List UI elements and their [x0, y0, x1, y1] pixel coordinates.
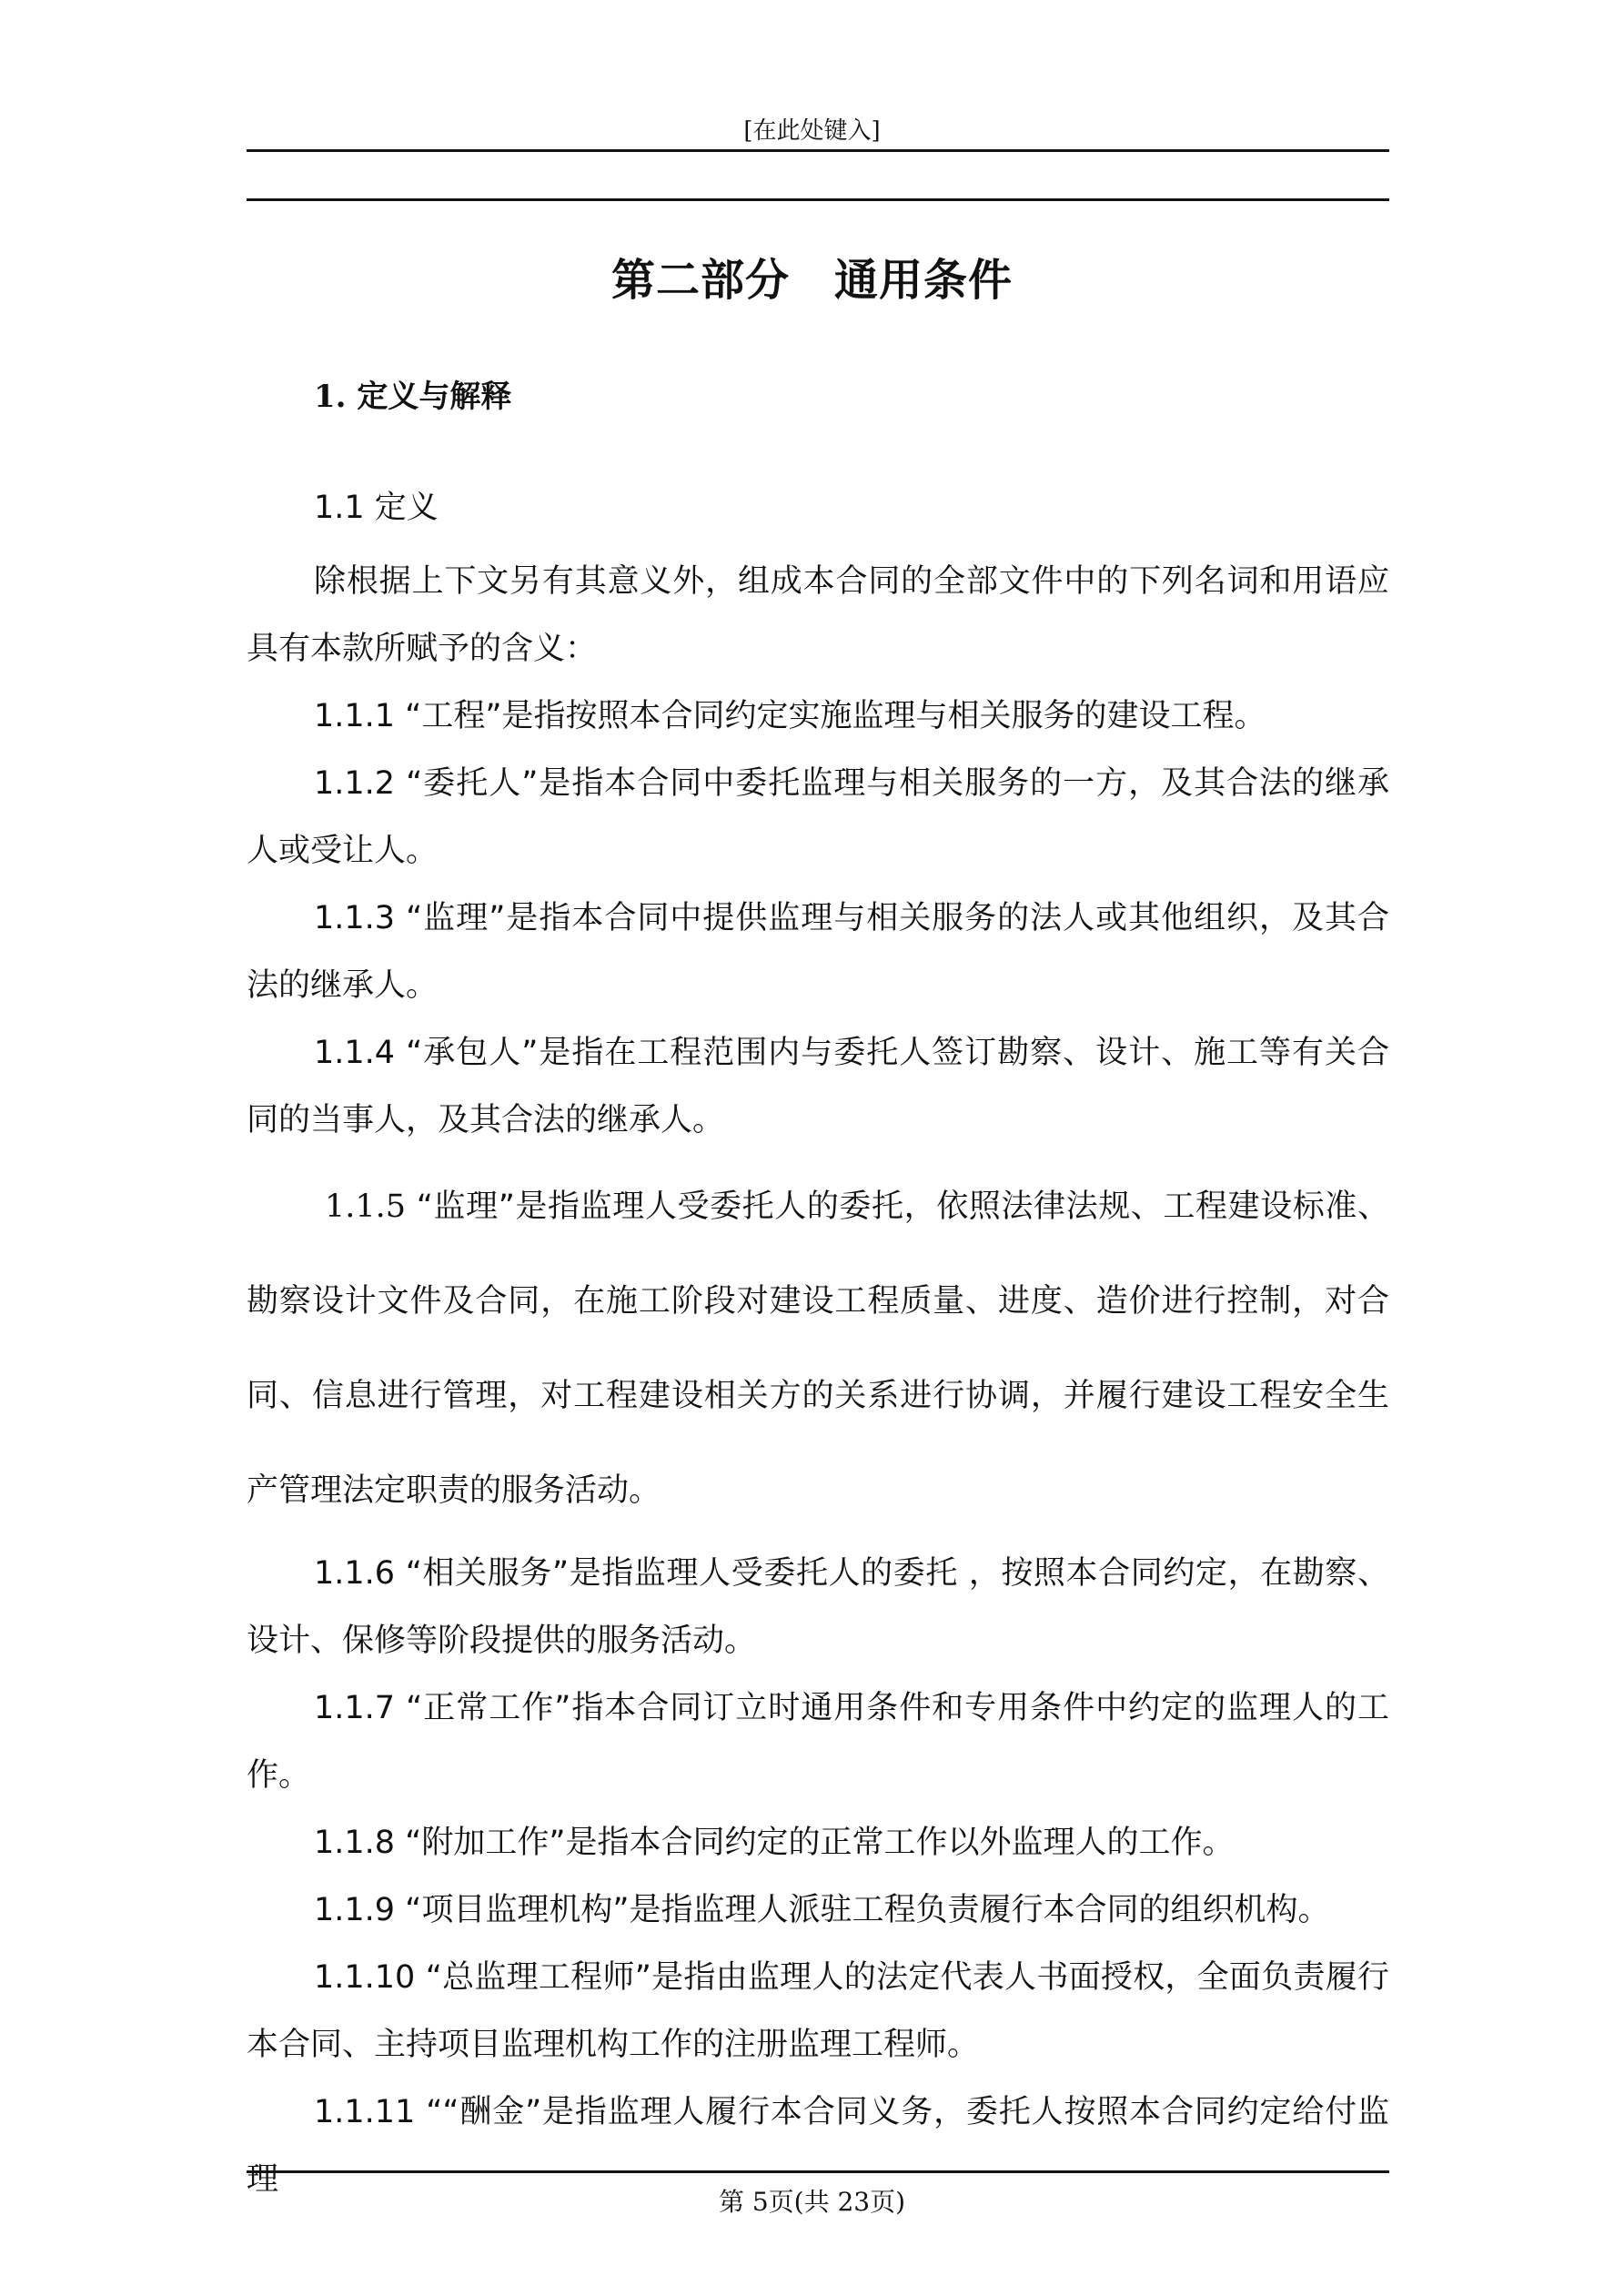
clause-1-1-7: 1.1.7 “正常工作”指本合同订立时通用条件和专用条件中约定的监理人的工作。 — [247, 1690, 1389, 1794]
clause-1-1-4: 1.1.4 “承包人”是指在工程范围内与委托人签订勘察、设计、施工等有关合同的当事人，及其合法的继承人。 — [247, 1035, 1389, 1138]
document-body — [247, 548, 1389, 2213]
clause-1-1-5-text: “监理”是指监理人受委托人的委托，依照法律法规、工程建设标准、勘察设计文件及合同，在施工阶段对建设工程质量、进度、造价进行控制，对合同、信息进行管理，对工程建设相关方的关系进行协调，并履行建设工程安全生产管理法定职责的服务活动。 — [247, 1188, 1389, 1509]
clause-1-1-5 — [247, 1159, 1389, 1538]
section-label: 定义与解释 — [357, 379, 512, 415]
paragraph: 除根据上下文另有其意义外，组成本合同的全部文件中的下列名词和用语应具有本款所赋予的含义： — [247, 563, 1389, 667]
subsection-heading: 1.1 定义 — [314, 490, 439, 526]
clause-1-1-2: 1.1.2 “委托人”是指本合同中委托监理与相关服务的一方，及其合法的继承人或受让人。 — [247, 765, 1389, 869]
section-heading — [314, 377, 511, 417]
page-title: 第二部分 通用条件 — [610, 255, 1013, 306]
clause-1-1-11: 1.1.11 ““酬金”是指监理人履行本合同义务，委托人按照本合同约定给付监理 — [247, 2094, 1389, 2198]
page-footer: 第 5页(共 23页) — [718, 2187, 906, 2217]
header-rule — [247, 149, 1389, 152]
header-rule-secondary — [247, 198, 1389, 201]
clause-1-1-6: 1.1.6 “相关服务”是指监理人受委托人的委托 ，按照本合同约定，在勘察、设计、保修等阶段提供的服务活动。 — [247, 1555, 1389, 1659]
clause-1-1-8: 1.1.8 “附加工作”是指本合同约定的正常工作以外监理人的工作。 — [314, 1825, 1235, 1861]
clause-1-1-3: 1.1.3 “监理”是指本合同中提供监理与相关服务的法人或其他组织，及其合法的继承人。 — [247, 900, 1389, 1004]
clause-1-1-9: 1.1.9 “项目监理机构”是指监理人派驻工程负责履行本合同的组织机构。 — [314, 1892, 1330, 1928]
page-header: [在此处键入] — [743, 117, 881, 145]
footer-rule — [247, 2170, 1389, 2173]
section-number: 1. — [314, 379, 347, 415]
clause-1-1-10: 1.1.10 “总监理工程师”是指由监理人的法定代表人书面授权，全面负责履行本合同、主持项目监理机构工作的注册监理工程师。 — [247, 1959, 1389, 2063]
clause-1-1-5-number: 1.1.5 — [325, 1188, 407, 1225]
clause-1-1-1: 1.1.1 “工程”是指按照本合同约定实施监理与相关服务的建设工程。 — [314, 698, 1266, 734]
